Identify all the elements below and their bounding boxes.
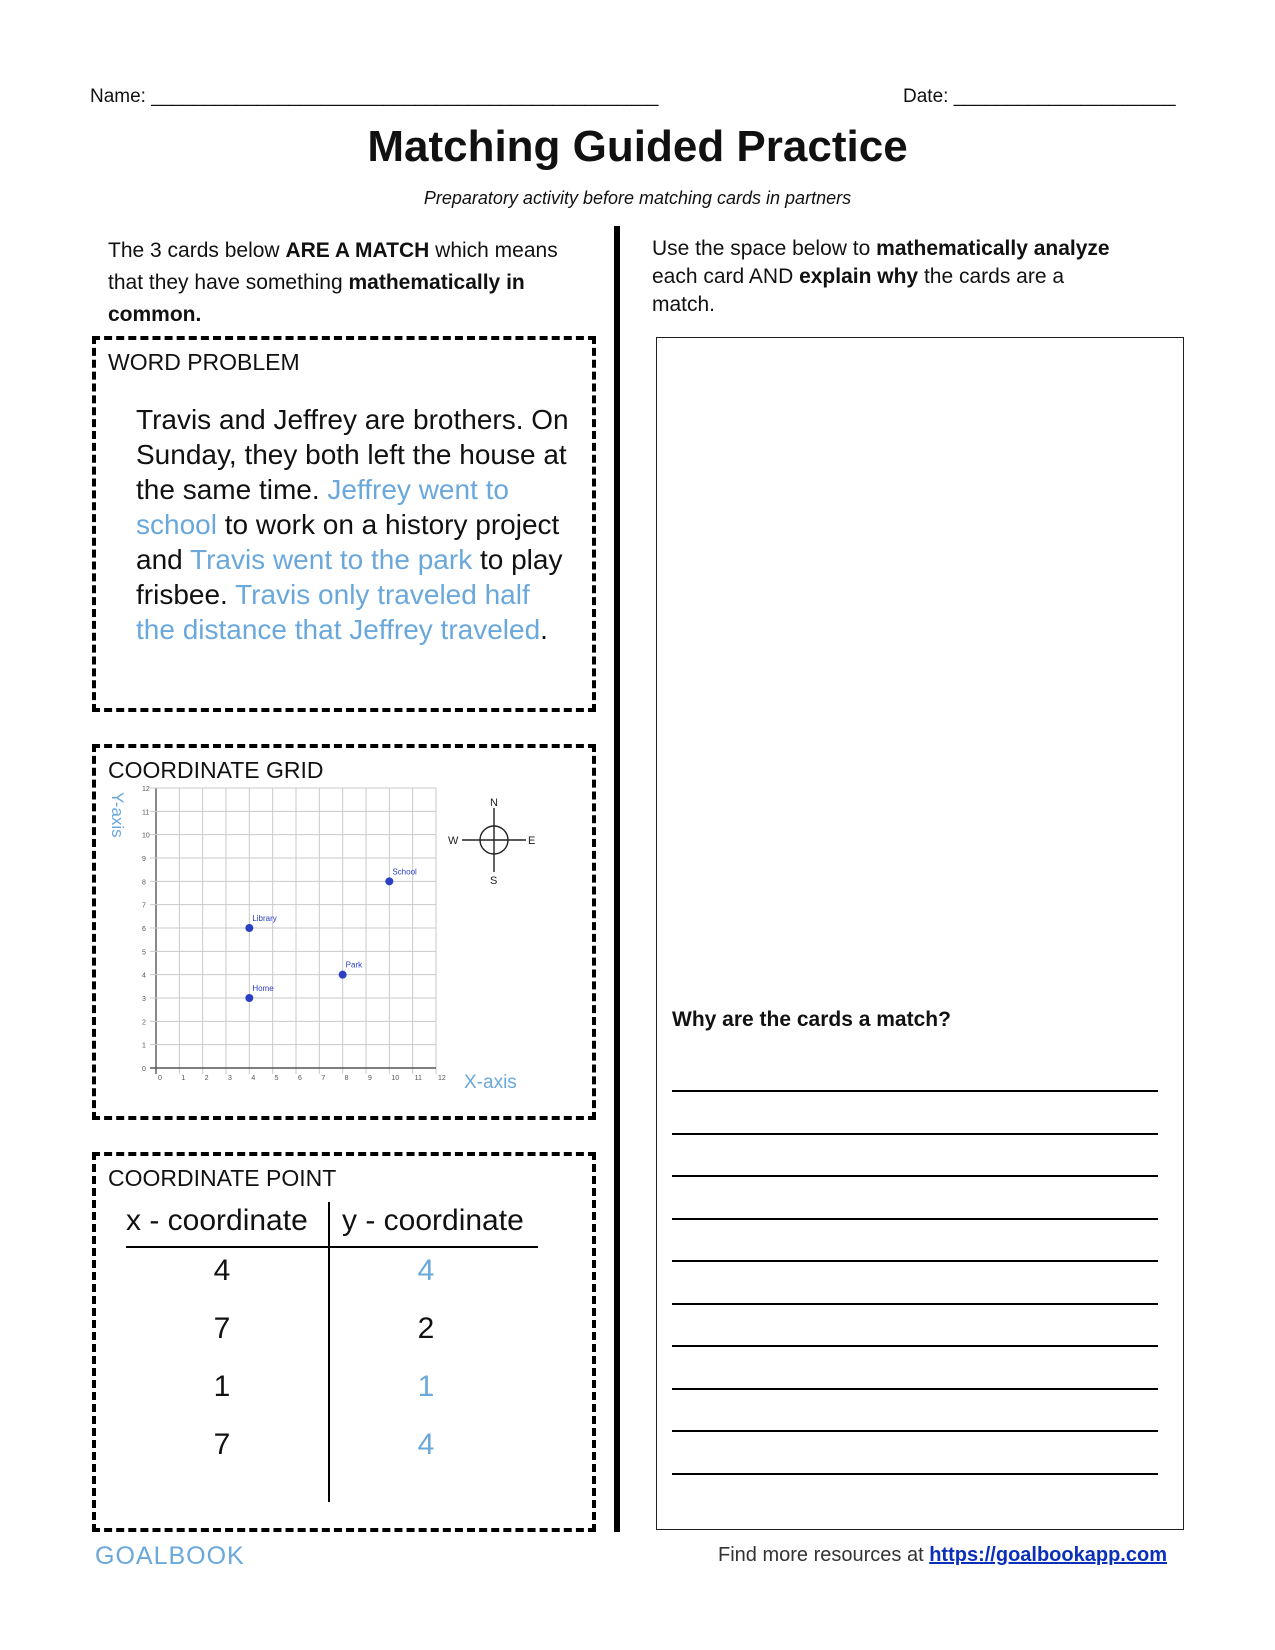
wp-s3: to play frisbee. bbox=[136, 544, 563, 610]
x-tick-label: 7 bbox=[321, 1075, 326, 1082]
answer-line[interactable] bbox=[672, 1260, 1158, 1262]
y-value: 1 bbox=[417, 1370, 435, 1403]
name-blank: ________________________________________________ bbox=[151, 86, 659, 107]
y-tick-label: 0 bbox=[142, 1066, 146, 1073]
answer-line[interactable] bbox=[672, 1090, 1158, 1092]
name-label: Name: bbox=[90, 86, 146, 107]
word-problem-text bbox=[136, 402, 576, 647]
x-tick-label: 4 bbox=[251, 1075, 256, 1082]
date-field bbox=[903, 86, 1176, 108]
y-axis-label: Y-axis bbox=[108, 792, 127, 838]
table-header-rule bbox=[126, 1246, 538, 1248]
footer-text bbox=[718, 1544, 1167, 1567]
data-points bbox=[245, 867, 417, 1002]
point-label-school: School bbox=[392, 867, 417, 877]
tick-labels bbox=[142, 786, 446, 1082]
y-coordinate-header: y - coordinate bbox=[342, 1204, 524, 1237]
x-tick-label: 12 bbox=[438, 1075, 446, 1082]
instr-i3: the cards are a match. bbox=[652, 265, 1065, 316]
table-column-rule bbox=[328, 1202, 330, 1502]
footer-link[interactable]: https://goalbookapp.com bbox=[929, 1544, 1167, 1566]
x-tick-label: 3 bbox=[228, 1075, 232, 1082]
intro-b2: mathematically in common. bbox=[108, 271, 525, 326]
x-tick-label: 5 bbox=[274, 1075, 279, 1082]
analysis-box[interactable] bbox=[656, 337, 1184, 1530]
x-tick-label: 10 bbox=[391, 1075, 400, 1082]
answer-line[interactable] bbox=[672, 1133, 1158, 1135]
x-value: 7 bbox=[213, 1312, 231, 1345]
wp-s1: Travis and Jeffrey are brothers. On Sunday, they both left the house at the same time. bbox=[136, 404, 569, 505]
y-tick-label: 1 bbox=[142, 1042, 146, 1050]
x-tick-label: 11 bbox=[414, 1075, 422, 1082]
date-label: Date: bbox=[903, 86, 949, 107]
x-value: 4 bbox=[213, 1254, 231, 1287]
word-problem-label: WORD PROBLEM bbox=[108, 349, 300, 375]
y-tick-label: 11 bbox=[142, 809, 150, 817]
point-label-park: Park bbox=[345, 960, 363, 970]
instr-ib1: mathematically analyze bbox=[876, 237, 1110, 260]
point-label-home: Home bbox=[252, 984, 274, 993]
answer-line[interactable] bbox=[672, 1218, 1158, 1220]
x-value: 7 bbox=[213, 1428, 231, 1461]
grid-lines bbox=[150, 788, 436, 1074]
point-home bbox=[245, 994, 253, 1002]
intro-t1: The 3 cards below bbox=[108, 239, 286, 262]
intro-t2: which means that they have something bbox=[108, 239, 558, 294]
x-tick-label: 8 bbox=[344, 1075, 349, 1082]
instr-ib2: explain why bbox=[799, 265, 919, 288]
y-tick-label: 7 bbox=[142, 902, 146, 910]
coordinate-point-label: COORDINATE POINT bbox=[108, 1165, 337, 1191]
answer-line[interactable] bbox=[672, 1473, 1158, 1475]
point-library bbox=[245, 924, 253, 932]
wp-h2: Travis went to the park bbox=[190, 544, 473, 575]
wp-h3: Travis only traveled half the distance that Jeffrey traveled bbox=[136, 579, 541, 645]
intro-text bbox=[108, 235, 578, 331]
x-axis-label: X-axis bbox=[464, 1072, 517, 1093]
coordinate-grid-label: COORDINATE GRID bbox=[108, 757, 324, 783]
y-tick-label: 9 bbox=[142, 856, 146, 863]
answer-line[interactable] bbox=[672, 1175, 1158, 1177]
x-tick-label: 1 bbox=[181, 1075, 186, 1082]
y-tick-label: 8 bbox=[142, 879, 146, 887]
point-label-library: Library bbox=[252, 914, 277, 923]
y-tick-label: 4 bbox=[142, 972, 146, 980]
instr-i2: each card AND bbox=[652, 265, 800, 288]
y-value: 4 bbox=[417, 1254, 435, 1287]
wp-s4: . bbox=[540, 614, 548, 645]
intro-b1: ARE A MATCH bbox=[285, 239, 430, 262]
point-school bbox=[385, 877, 393, 885]
y-tick-label: 3 bbox=[142, 996, 146, 1003]
goalbook-logo: GOALBOOK bbox=[95, 1542, 245, 1570]
x-tick-label: 2 bbox=[204, 1075, 209, 1082]
y-tick-label: 12 bbox=[142, 786, 150, 793]
x-tick-label: 9 bbox=[368, 1075, 372, 1082]
column-divider bbox=[614, 226, 620, 1532]
why-label: Why are the cards a match? bbox=[672, 1008, 951, 1031]
compass-e: E bbox=[528, 835, 536, 847]
instr-i1: Use the space below to bbox=[652, 237, 877, 260]
y-tick-label: 6 bbox=[142, 926, 146, 933]
point-park bbox=[339, 971, 347, 979]
page-title: Matching Guided Practice bbox=[367, 122, 908, 171]
page-subtitle: Preparatory activity before matching cards in partners bbox=[423, 188, 852, 208]
footer-label: Find more resources at bbox=[718, 1544, 930, 1566]
y-tick-label: 10 bbox=[142, 832, 150, 840]
answer-line[interactable] bbox=[672, 1430, 1158, 1432]
date-blank: _____________________ bbox=[953, 86, 1176, 107]
y-value: 4 bbox=[417, 1428, 435, 1461]
coordinate-grid-chart bbox=[96, 748, 592, 1116]
x-coordinate-header: x - coordinate bbox=[126, 1204, 308, 1237]
name-field bbox=[90, 86, 658, 108]
x-tick-label: 6 bbox=[298, 1075, 302, 1082]
answer-line[interactable] bbox=[672, 1345, 1158, 1347]
coordinate-grid-card bbox=[92, 744, 596, 1120]
wp-h1: Jeffrey went to school bbox=[136, 474, 509, 540]
y-tick-label: 5 bbox=[142, 949, 146, 957]
compass-s: S bbox=[490, 875, 498, 887]
x-tick-label: 0 bbox=[158, 1075, 162, 1082]
y-tick-label: 2 bbox=[142, 1019, 146, 1027]
compass-w: W bbox=[448, 835, 459, 847]
compass-icon bbox=[448, 797, 535, 887]
right-instructions bbox=[652, 235, 1112, 319]
word-problem-card bbox=[92, 336, 596, 712]
x-value: 1 bbox=[213, 1370, 231, 1403]
wp-s2: to work on a history project and bbox=[136, 509, 560, 575]
answer-line[interactable] bbox=[672, 1388, 1158, 1390]
answer-line[interactable] bbox=[672, 1303, 1158, 1305]
coordinate-point-card bbox=[92, 1152, 596, 1532]
y-value: 2 bbox=[417, 1312, 435, 1345]
compass-n: N bbox=[490, 797, 498, 809]
